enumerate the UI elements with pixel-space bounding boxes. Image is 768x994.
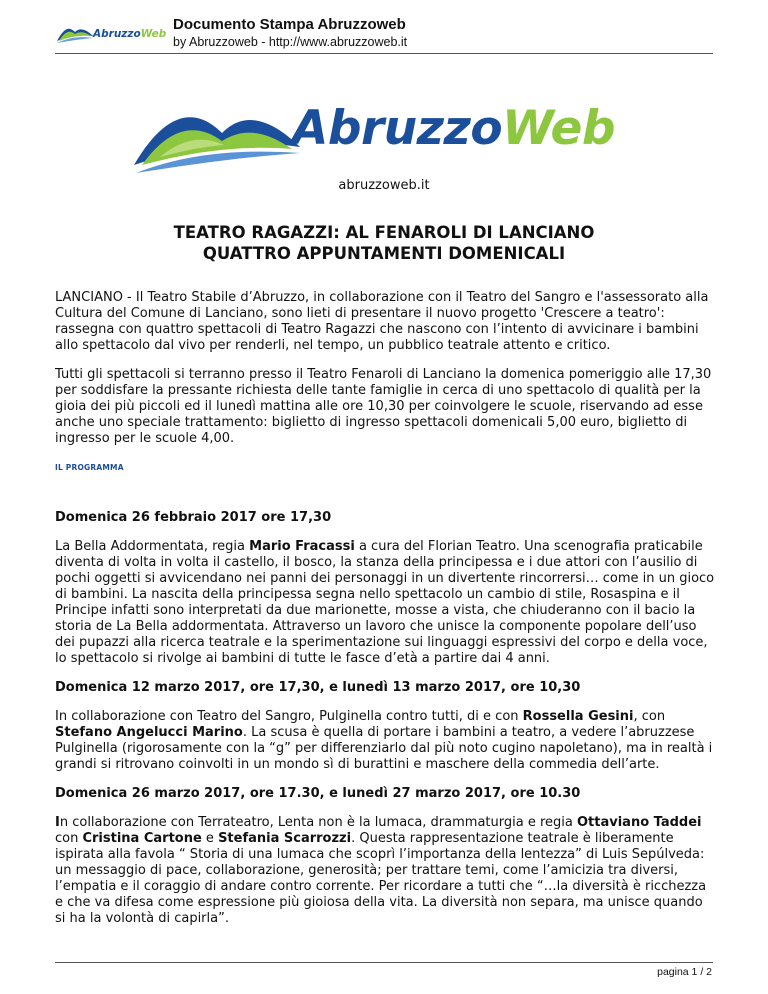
article-body (55, 290, 715, 940)
mountain-logo-icon (132, 95, 302, 187)
small-logo-text: AbruzzoWeb (93, 28, 167, 40)
header-title: Documento Stampa Abruzzoweb (173, 16, 406, 33)
paragraph-details: Tutti gli spettacoli si terranno presso il Teatro Fenaroli di Lanciano la domenica pomeriggio alle 17,30 per soddisfare la pressante richiesta delle tante famiglie in cerca di uno spettacolo di qualità per la gioia dei più piccoli ed il lunedì mattina alle ore 10,30 per coinvolgere le scuole, riservando ad esse anche uno speciale trattamento: biglietto di ingresso spettacoli domenicali 5,00 euro, biglietto di ingresso per le scuole 4,00. (55, 367, 712, 446)
program-label: IL PROGRAMMA (55, 463, 124, 472)
event-1-description: La Bella Addormentata, regia Mario Fracassi a cura del Florian Teatro. Una scenografia praticabile diventa di volta in volta il castello, il bosco, la stanza della principessa e i due attori con l’ausilio di pochi oggetti si avvicendano nei panni dei personaggi in un divertente rincorrersi… come in un gioco di bambini. La nascita della principessa segna nello spettacolo un cambio di stile, Rosaspina e il Principe infatti sono interpretati da due marionette, mosse a vista, che chiuderanno con il bacio la storia de La Bella addormentata. Attraverso un lavoro che unisce la componente popolare dell’uso dei pupazzi alla ricerca teatrale e la sperimentazione sui linguaggi espressivi del corpo e della voce, lo spettacolo si rivolge ai bambini di tutte le fasce d’età a partire dai 4 anni. (55, 539, 715, 666)
header-divider (55, 53, 713, 54)
mountain-logo-icon (55, 22, 95, 46)
logo-wordmark: AbruzzoWeb (292, 101, 616, 156)
title-line-2: QUATTRO APPUNTAMENTI DOMENICALI (202, 244, 566, 263)
event-1-date: Domenica 26 febbraio 2017 ore 17,30 (55, 510, 332, 525)
article-title (0, 222, 768, 264)
footer-divider (55, 962, 713, 963)
event-2-date: Domenica 12 marzo 2017, ore 17,30, e lunedì 13 marzo 2017, ore 10,30 (55, 680, 581, 695)
site-name: abruzzoweb.it (338, 178, 430, 193)
page-number: pagina 1 / 2 (657, 966, 712, 978)
event-2-description: In collaborazione con Teatro del Sangro, Pulginella contro tutti, di e con Rossella Gesini, con Stefano Angelucci Marino. La scusa è quella di portare i bambini a teatro, a vedere l’abruzzese Pulginella (rigorosamente con la “g” per differenziarlo dal più noto cugino napoletano), ma in realtà i grandi si ritrovano coinvolti in un mondo sì di burattini e maschere della commedia dell’arte. (55, 709, 713, 772)
event-3-description: In collaborazione con Terrateatro, Lenta non è la lumaca, drammaturgia e regia Ottaviano Taddei con Cristina Cartone e Stefania Scarrozzi. Questa rappresentazione teatrale è liberamente ispirata alla favola “ Storia di una lumaca che scoprì l’importanza della lentezza” di Luis Sepúlveda: un messaggio di pace, collaborazione, generosità; per trattare temi, come l’amicizia tra diversi, l’empatia e il coraggio di andare contro corrente. Per ricordare a tutti che “…la diversità è ricchezza e che va difesa come espressione più gioiosa della vita. La diversità non separa, ma unisce quando si ha la volontà di capirla”. (55, 815, 707, 926)
document-header (55, 14, 713, 54)
header-subtitle: by Abruzzoweb - http://www.abruzzoweb.it (173, 35, 408, 49)
title-line-1: TEATRO RAGAZZI: AL FENAROLI DI LANCIANO (173, 223, 595, 242)
abruzzoweb-logo (132, 95, 642, 187)
abruzzoweb-small-logo (55, 22, 167, 48)
paragraph-intro: LANCIANO - Il Teatro Stabile d’Abruzzo, in collaborazione con il Teatro del Sangro e l'assessorato alla Cultura del Comune di Lanciano, sono lieti di presentare il nuovo progetto 'Crescere a teatro': rassegna con quattro spettacoli di Teatro Ragazzi che nascono con l’intento di avvicinare i bambini allo spettacolo dal vivo per renderli, nel tempo, un pubblico teatrale attento e critico. (55, 290, 709, 353)
event-3-date: Domenica 26 marzo 2017, ore 17.30, e lunedì 27 marzo 2017, ore 10.30 (55, 786, 581, 801)
